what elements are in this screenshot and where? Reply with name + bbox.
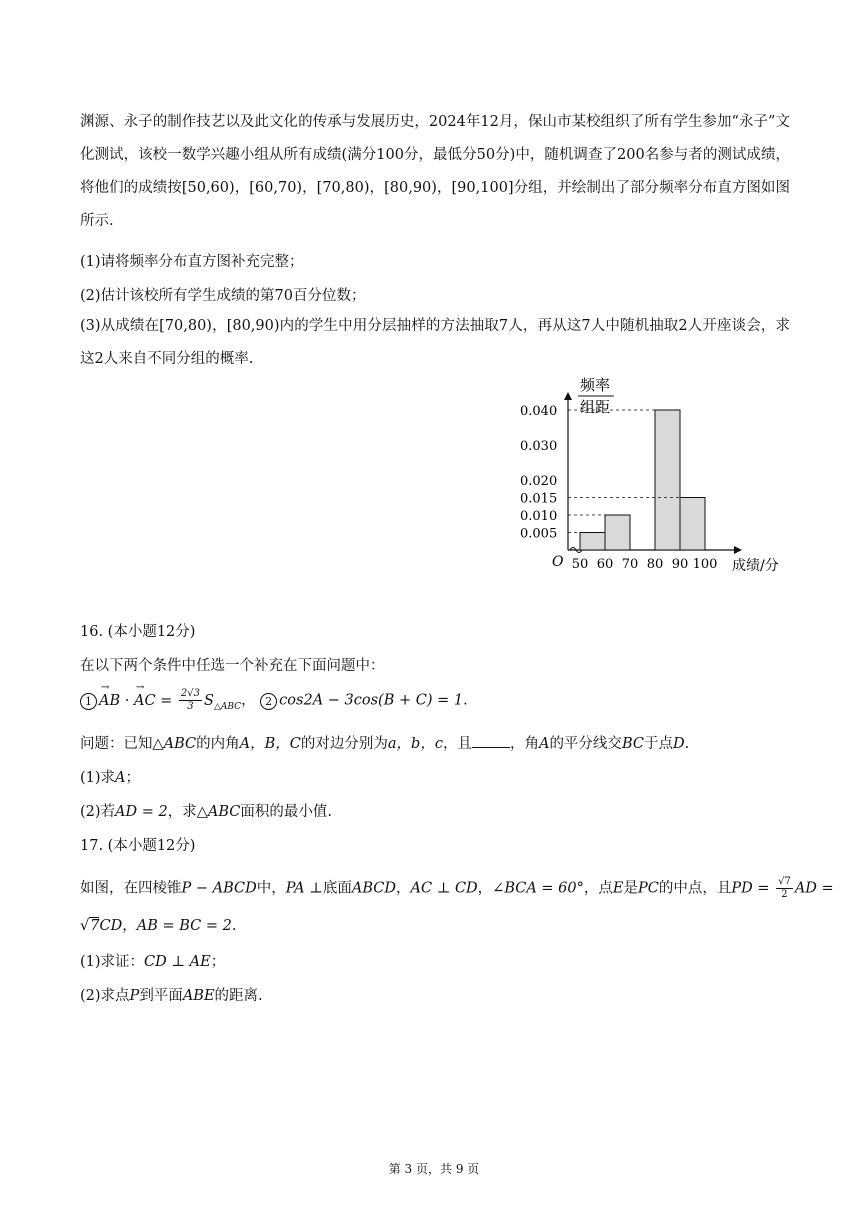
y-tick-0.030: 0.030 bbox=[520, 439, 558, 454]
condition-2-mark: 2 bbox=[260, 693, 277, 710]
bar-90-100 bbox=[680, 498, 705, 551]
q15-part3: (3)从成绩在[70,80)，[80,90)内的学生中用分层抽样的方法抽取7人，再从这7人中随机抽取2人开座谈会，求这2人来自不同分组的概率. bbox=[80, 318, 790, 367]
q17-part2: (2)求点P到平面ABE的距离. bbox=[80, 988, 263, 1004]
frequency-histogram bbox=[510, 372, 800, 582]
x-tick-80: 80 bbox=[646, 557, 664, 572]
condition-2-formula: cos2A − 3cos(B + C) = 1. bbox=[279, 692, 468, 709]
x-tick-60: 60 bbox=[596, 557, 614, 572]
y-label-top: 频率 bbox=[580, 376, 611, 394]
intro-paragraph: 渊源、永子的制作技艺以及此文化的传承与发展历史，2024年12月，保山市某校组织了所有学生参加“永子”文化测试，该校一数学兴趣小组从所有成绩(满分100分，最低分50分)中，随机调查了200名参与者的测试成绩，将他们的成绩按[50,60)，[60,70)，[70,80)，[80,90)，[90,100]分组，并绘制出了部分频率分布直方图如图所示. bbox=[80, 114, 790, 229]
bar-50-60 bbox=[580, 533, 605, 551]
condition-1-formula: → AB · → AC = $\frac{2√3}{3}$ $S_{\triangle ABC}$ bbox=[99, 693, 241, 709]
q15-part2: (2)估计该校所有学生成绩的第70百分位数； bbox=[80, 288, 366, 304]
q15-part1: (1)请将频率分布直方图补充完整； bbox=[80, 254, 304, 270]
page-footer: 第 3 页，共 9 页 bbox=[388, 1162, 480, 1176]
x-tick-70: 70 bbox=[621, 557, 639, 572]
q16-part2: (2)若AD = 2，求△ABC面积的最小值. bbox=[80, 804, 333, 820]
y-label-bottom: 组距 bbox=[580, 398, 611, 416]
chart-bars bbox=[580, 410, 705, 550]
y-tick-0.020: 0.020 bbox=[520, 474, 558, 489]
answer-blank bbox=[472, 733, 510, 748]
x-tick-90: 90 bbox=[671, 557, 689, 572]
origin-label: O bbox=[552, 554, 564, 570]
bar-80-90 bbox=[655, 410, 680, 550]
q17-line1: 如图，在四棱锥P − ABCD中，PA ⊥底面ABCD，AC ⊥ CD，∠BCA = 60°，点E是PC的中点，且PD = $\frac{√7}{2}$ AD = bbox=[80, 876, 834, 900]
q17-title: 17. (本小题12分) bbox=[80, 838, 196, 854]
x-axis-arrow bbox=[734, 546, 742, 554]
q17-part1: (1)求证：CD ⊥ AE； bbox=[80, 954, 226, 970]
x-label: 成绩/分 bbox=[732, 558, 779, 574]
y-tick-0.040: 0.040 bbox=[520, 404, 558, 419]
bar-60-70 bbox=[605, 515, 630, 550]
condition-1-mark: 1 bbox=[80, 693, 97, 710]
y-axis-arrow bbox=[564, 392, 572, 400]
y-tick-0.015: 0.015 bbox=[520, 491, 558, 507]
q16-title: 16. (本小题12分) bbox=[80, 624, 196, 640]
q16-conditions: 1→ AB · → AC = $\frac{2√3}{3}$ $S_{\triangle ABC}$， 2 cos2A − 3cos(B + C) = 1. bbox=[80, 688, 468, 713]
q17-line2: √7CD，AB = BC = 2. bbox=[80, 918, 237, 934]
fraction-sqrt7-over-2: $\frac{√7}{2}$ bbox=[778, 876, 791, 900]
x-tick-100: 100 bbox=[692, 557, 718, 572]
q16-problem: 问题：已知△ABC的内角A，B，C的对边分别为a，b，c，且 ，角A的平分线交BC于点D. bbox=[80, 732, 689, 753]
y-tick-0.005: 0.005 bbox=[520, 526, 558, 542]
x-tick-50: 50 bbox=[571, 557, 589, 572]
q16-intro: 在以下两个条件中任选一个补充在下面问题中： bbox=[80, 658, 385, 674]
q16-part1: (1)求A； bbox=[80, 770, 141, 786]
y-tick-0.010: 0.010 bbox=[520, 509, 558, 524]
